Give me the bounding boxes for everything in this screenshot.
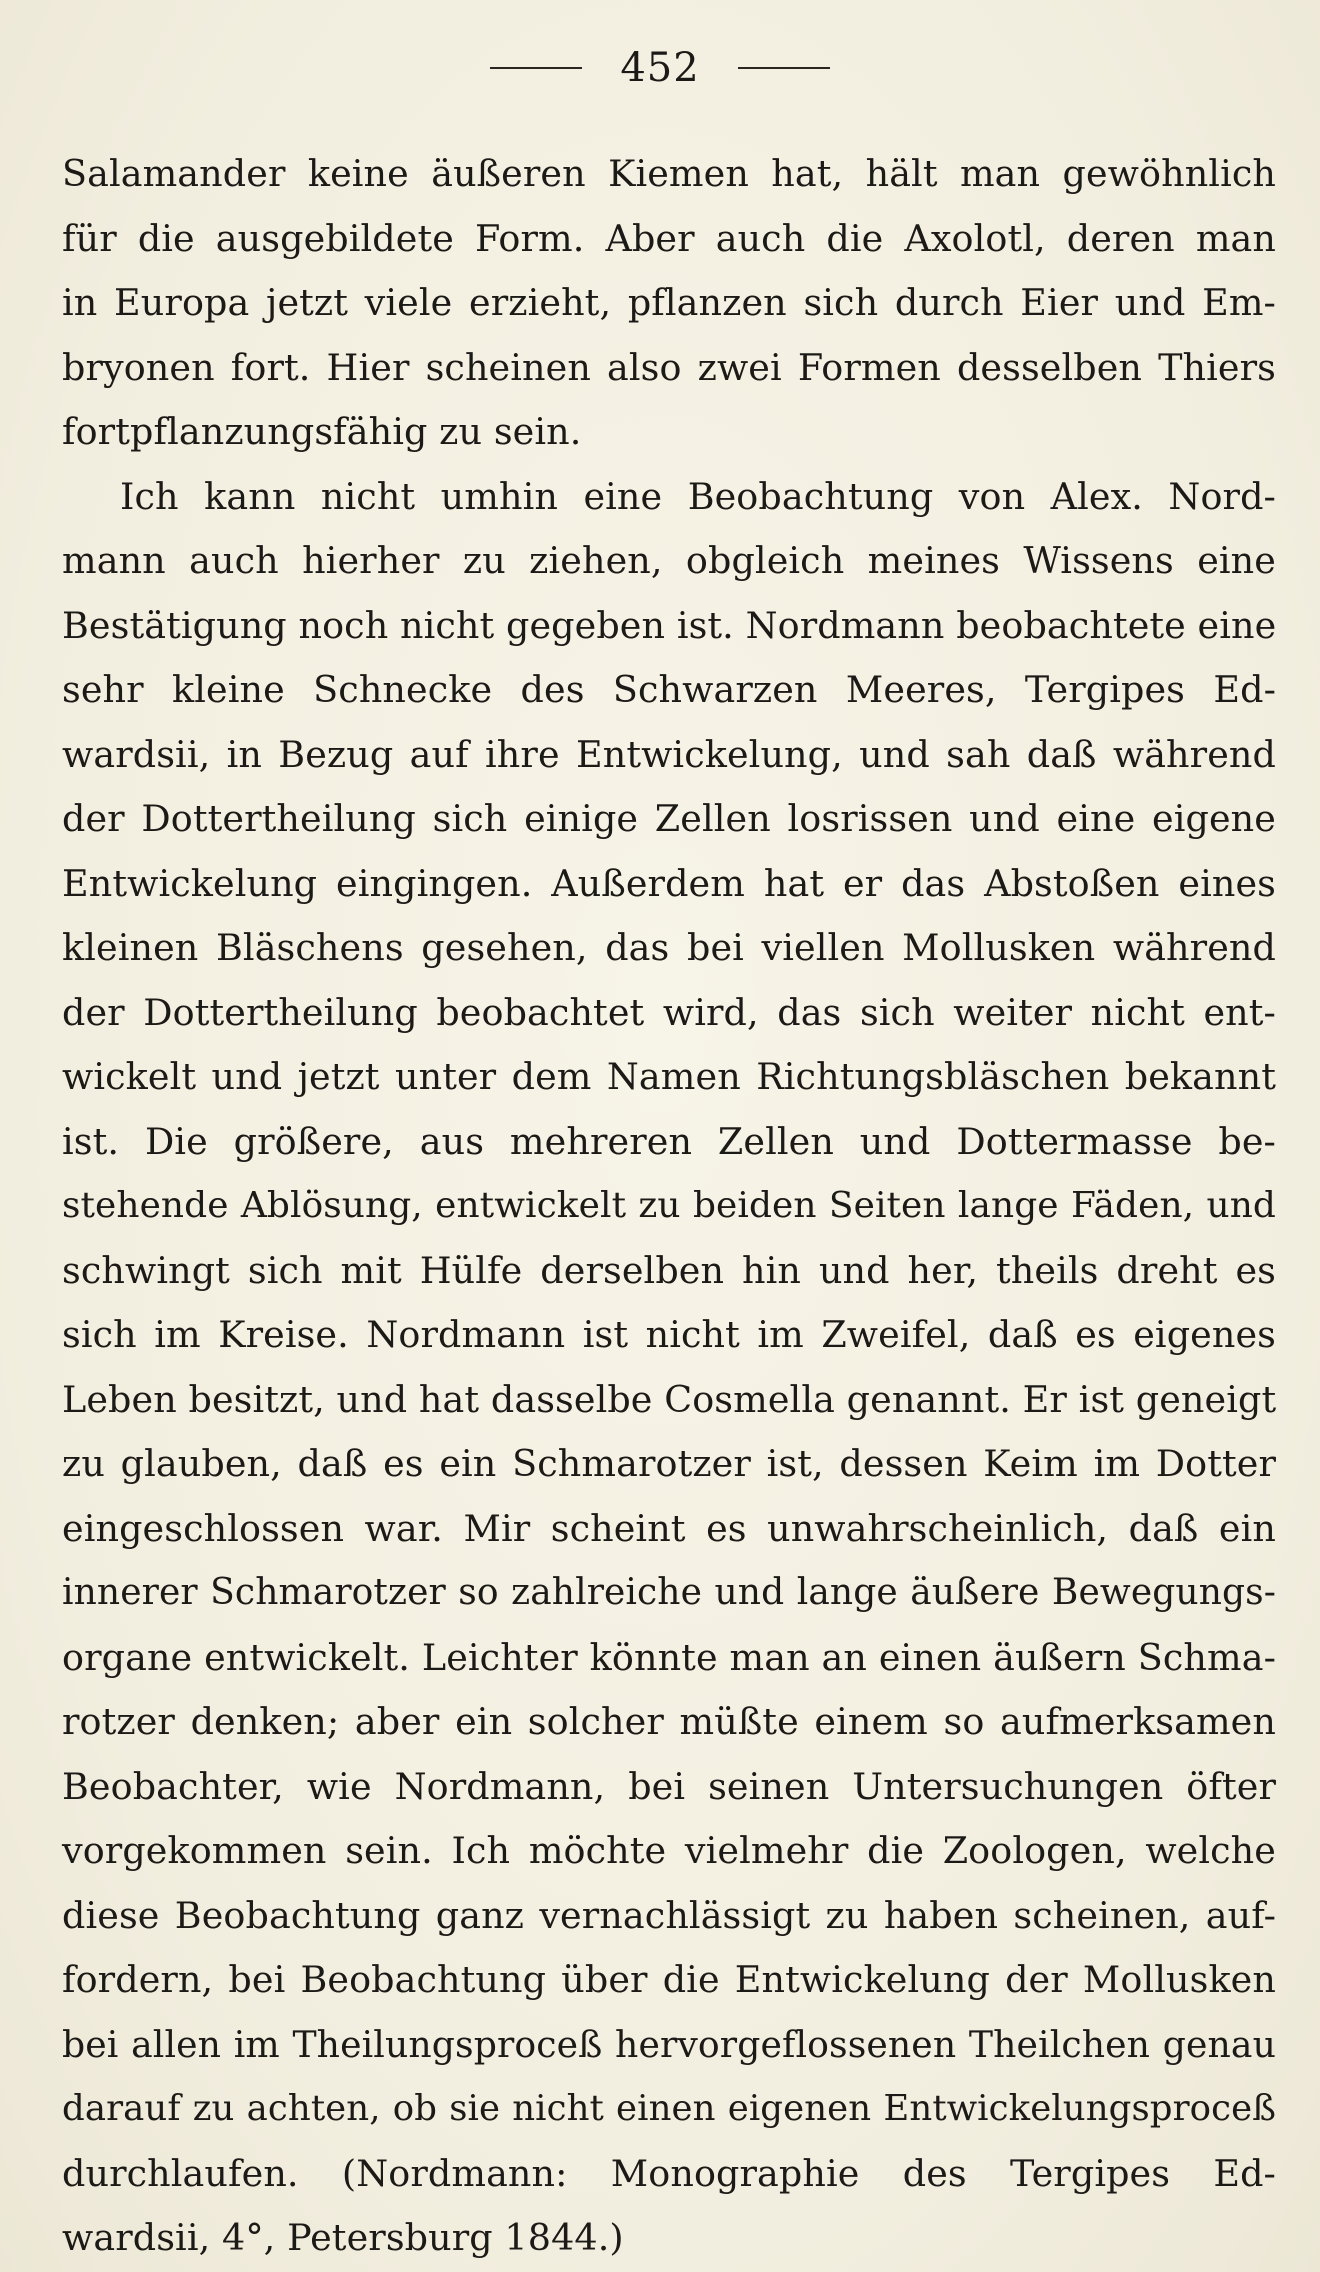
text-line: bei allen im Theilungsproceß hervorgeflossenen Theilchen genau	[62, 2022, 1276, 2066]
text-line: kleinen Bläschens gesehen, das bei viellen Mollusken während	[62, 926, 1276, 969]
page-number: 452	[620, 45, 700, 91]
text-line: sich im Kreise. Nordmann ist nicht im Zweifel, daß es eigenes	[62, 1313, 1276, 1356]
text-line: schwingt sich mit Hülfe derselben hin und her, theils dreht es	[62, 1248, 1276, 1292]
text-line: fordern, bei Beobachtung über die Entwickelung der Mollusken	[62, 1958, 1276, 2001]
text-line: wickelt und jetzt unter dem Namen Richtungsbläschen bekannt	[62, 1055, 1276, 1098]
text-line: rotzer denken; aber ein solcher müßte einem so aufmerksamen	[62, 1700, 1276, 1743]
text-line: innerer Schmarotzer so zahlreiche und lange äußere Bewegungs-	[62, 1572, 1276, 1613]
text-line: sehr kleine Schnecke des Schwarzen Meeres, Tergipes Ed-	[62, 668, 1276, 711]
text-line: fortpflanzungsfähig zu sein.	[62, 410, 582, 453]
text-line: diese Beobachtung ganz vernachlässigt zu haben scheinen, auf-	[62, 1893, 1276, 1937]
text-line: wardsii, 4°, Petersburg 1844.)	[62, 2216, 624, 2259]
text-line: Salamander keine äußeren Kiemen hat, hält man gewöhnlich	[62, 152, 1276, 195]
text-line: mann auch hierher zu ziehen, obgleich meines Wissens eine	[62, 539, 1276, 582]
right-header-rule	[738, 67, 830, 69]
text-line: eingeschlossen war. Mir scheint es unwahrscheinlich, daß ein	[62, 1506, 1276, 1550]
text-line: Beobachter, wie Nordmann, bei seinen Untersuchungen öfter	[62, 1764, 1276, 1808]
text-line: stehende Ablösung, entwickelt zu beiden Seiten lange Fäden, und	[62, 1185, 1276, 1226]
text-line: für die ausgebildete Form. Aber auch die Axolotl, deren man	[62, 216, 1276, 260]
text-line: organe entwickelt. Leichter könnte man an einen äußern Schma-	[62, 1635, 1276, 1679]
page-header	[0, 38, 1320, 98]
page-body-text	[62, 142, 1276, 2271]
text-line: Leben besitzt, und hat dasselbe Cosmella genannt. Er ist geneigt	[62, 1377, 1277, 1421]
text-line: bryonen fort. Hier scheinen also zwei Formen desselben Thiers	[62, 345, 1276, 389]
text-line: durchlaufen. (Nordmann: Monographie des Tergipes Ed-	[62, 2151, 1276, 2195]
text-line: der Dottertheilung sich einige Zellen losrissen und eine eigene	[62, 797, 1276, 840]
text-line: darauf zu achten, ob sie nicht einen eigenen Entwickelungsproceß	[62, 2088, 1276, 2129]
text-line: wardsii, in Bezug auf ihre Entwickelung, und sah daß während	[62, 732, 1276, 776]
text-line: vorgekommen sein. Ich möchte vielmehr die Zoologen, welche	[62, 1829, 1276, 1872]
text-line: ist. Die größere, aus mehreren Zellen und Dottermasse be-	[62, 1119, 1276, 1163]
text-line: der Dottertheilung beobachtet wird, das sich weiter nicht ent-	[62, 990, 1276, 1034]
text-line: in Europa jetzt viele erzieht, pflanzen sich durch Eier und Em-	[62, 281, 1276, 324]
text-line: zu glauben, daß es ein Schmarotzer ist, dessen Keim im Dotter	[62, 1442, 1276, 1485]
text-line: Ich kann nicht umhin eine Beobachtung von Alex. Nord-	[120, 474, 1276, 518]
left-header-rule	[490, 67, 582, 69]
text-line: Entwickelung eingingen. Außerdem hat er das Abstoßen eines	[62, 861, 1276, 905]
text-line: Bestätigung noch nicht gegeben ist. Nordmann beobachtete eine	[62, 603, 1277, 647]
